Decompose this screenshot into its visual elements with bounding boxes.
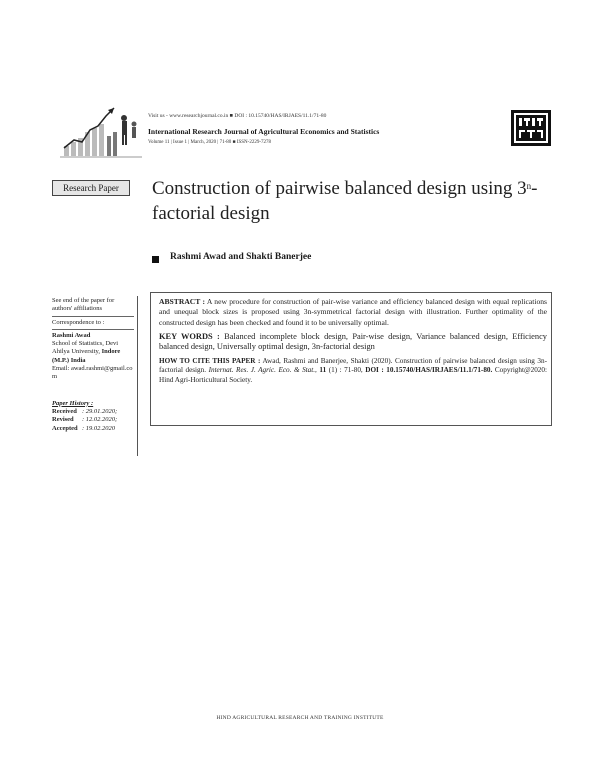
abstract-paragraph: ABSTRACT : A new procedure for construction of pair-wise variance and efficiency balanced design with equal replications and unequal block sizes is proposed using 3n-symmetrical factorial design with illustration. Further optimality of the constructed design has been checked and found it to be universally optimal. <box>159 297 547 327</box>
citation-paragraph: HOW TO CITE THIS PAPER : Awad, Rashmi and Banerjee, Shakti (2020). Construction of pairwise balanced design using 3n-factorial design. Internat. Res. J. Agric. Eco. & Stat., 11 (1) : 71-80, DOI : 10.15740/HAS/IRJAES/11.1/71-80. Copyright@2020: Hind Agri-Horticultural Society. <box>159 357 547 384</box>
journal-name: International Research Journal of Agricultural Economics and Statistics <box>148 127 380 136</box>
divider <box>52 316 134 317</box>
square-bullet-icon <box>152 256 159 263</box>
correspondence-label: Correspondence to : <box>52 318 105 326</box>
column-divider <box>137 296 138 456</box>
paper-history-label: Paper History : <box>52 399 94 407</box>
header-visit-line <box>148 113 326 119</box>
abstract-content <box>159 297 547 389</box>
history-row: Revised : 12.02.2020; <box>52 416 118 424</box>
see-end-note: See end of the paper for authors' affiliations <box>52 297 115 313</box>
square-bullet-icon: ■ <box>229 113 233 119</box>
journal-logo-chart <box>60 102 142 160</box>
doi-text: DOI : 10.15740/HAS/IRJAES/11.1/71-80 <box>234 113 327 119</box>
history-row: Accepted : 19.02.2020 <box>52 424 116 432</box>
keywords-paragraph: KEY WORDS : Balanced incomplete block design, Pair-wise design, Variance balanced design, Efficiency balanced design, Universally optimal design, 3n-factorial design <box>159 331 547 352</box>
volume-text: Volume 11 | Issue 1 | March, 2020 | 71-80 <box>148 140 232 145</box>
sidebar-info <box>52 297 134 433</box>
divider <box>52 329 134 330</box>
article-authors: Rashmi Awad and Shakti Banerjee <box>170 252 312 262</box>
page-footer: HIND AGRICULTURAL RESEARCH AND TRAINING INSTITUTE <box>216 715 384 721</box>
header-volume-line <box>148 140 271 145</box>
issn-text: ISSN-2229-7278 <box>236 140 271 145</box>
irjaes-logo-icon <box>511 110 551 146</box>
square-bullet-icon: ■ <box>232 140 236 145</box>
corr-email[interactable]: Email: awad.rashmi@gmail.com <box>52 365 133 381</box>
visit-link[interactable]: Visit us - www.researchjournal.co.in <box>148 113 229 119</box>
history-row: Received : 29.01.2020; <box>52 407 118 415</box>
article-type-label: Research Paper <box>52 180 130 196</box>
corr-name: Rashmi Awad <box>52 331 91 339</box>
article-title: Construction of pairwise balanced design using 3$^n$-factorial design <box>152 178 538 224</box>
corr-state: (M.P.) India <box>52 356 86 364</box>
corr-affiliation: School of Statistics, Devi Ahilya University, Indore <box>52 340 121 356</box>
